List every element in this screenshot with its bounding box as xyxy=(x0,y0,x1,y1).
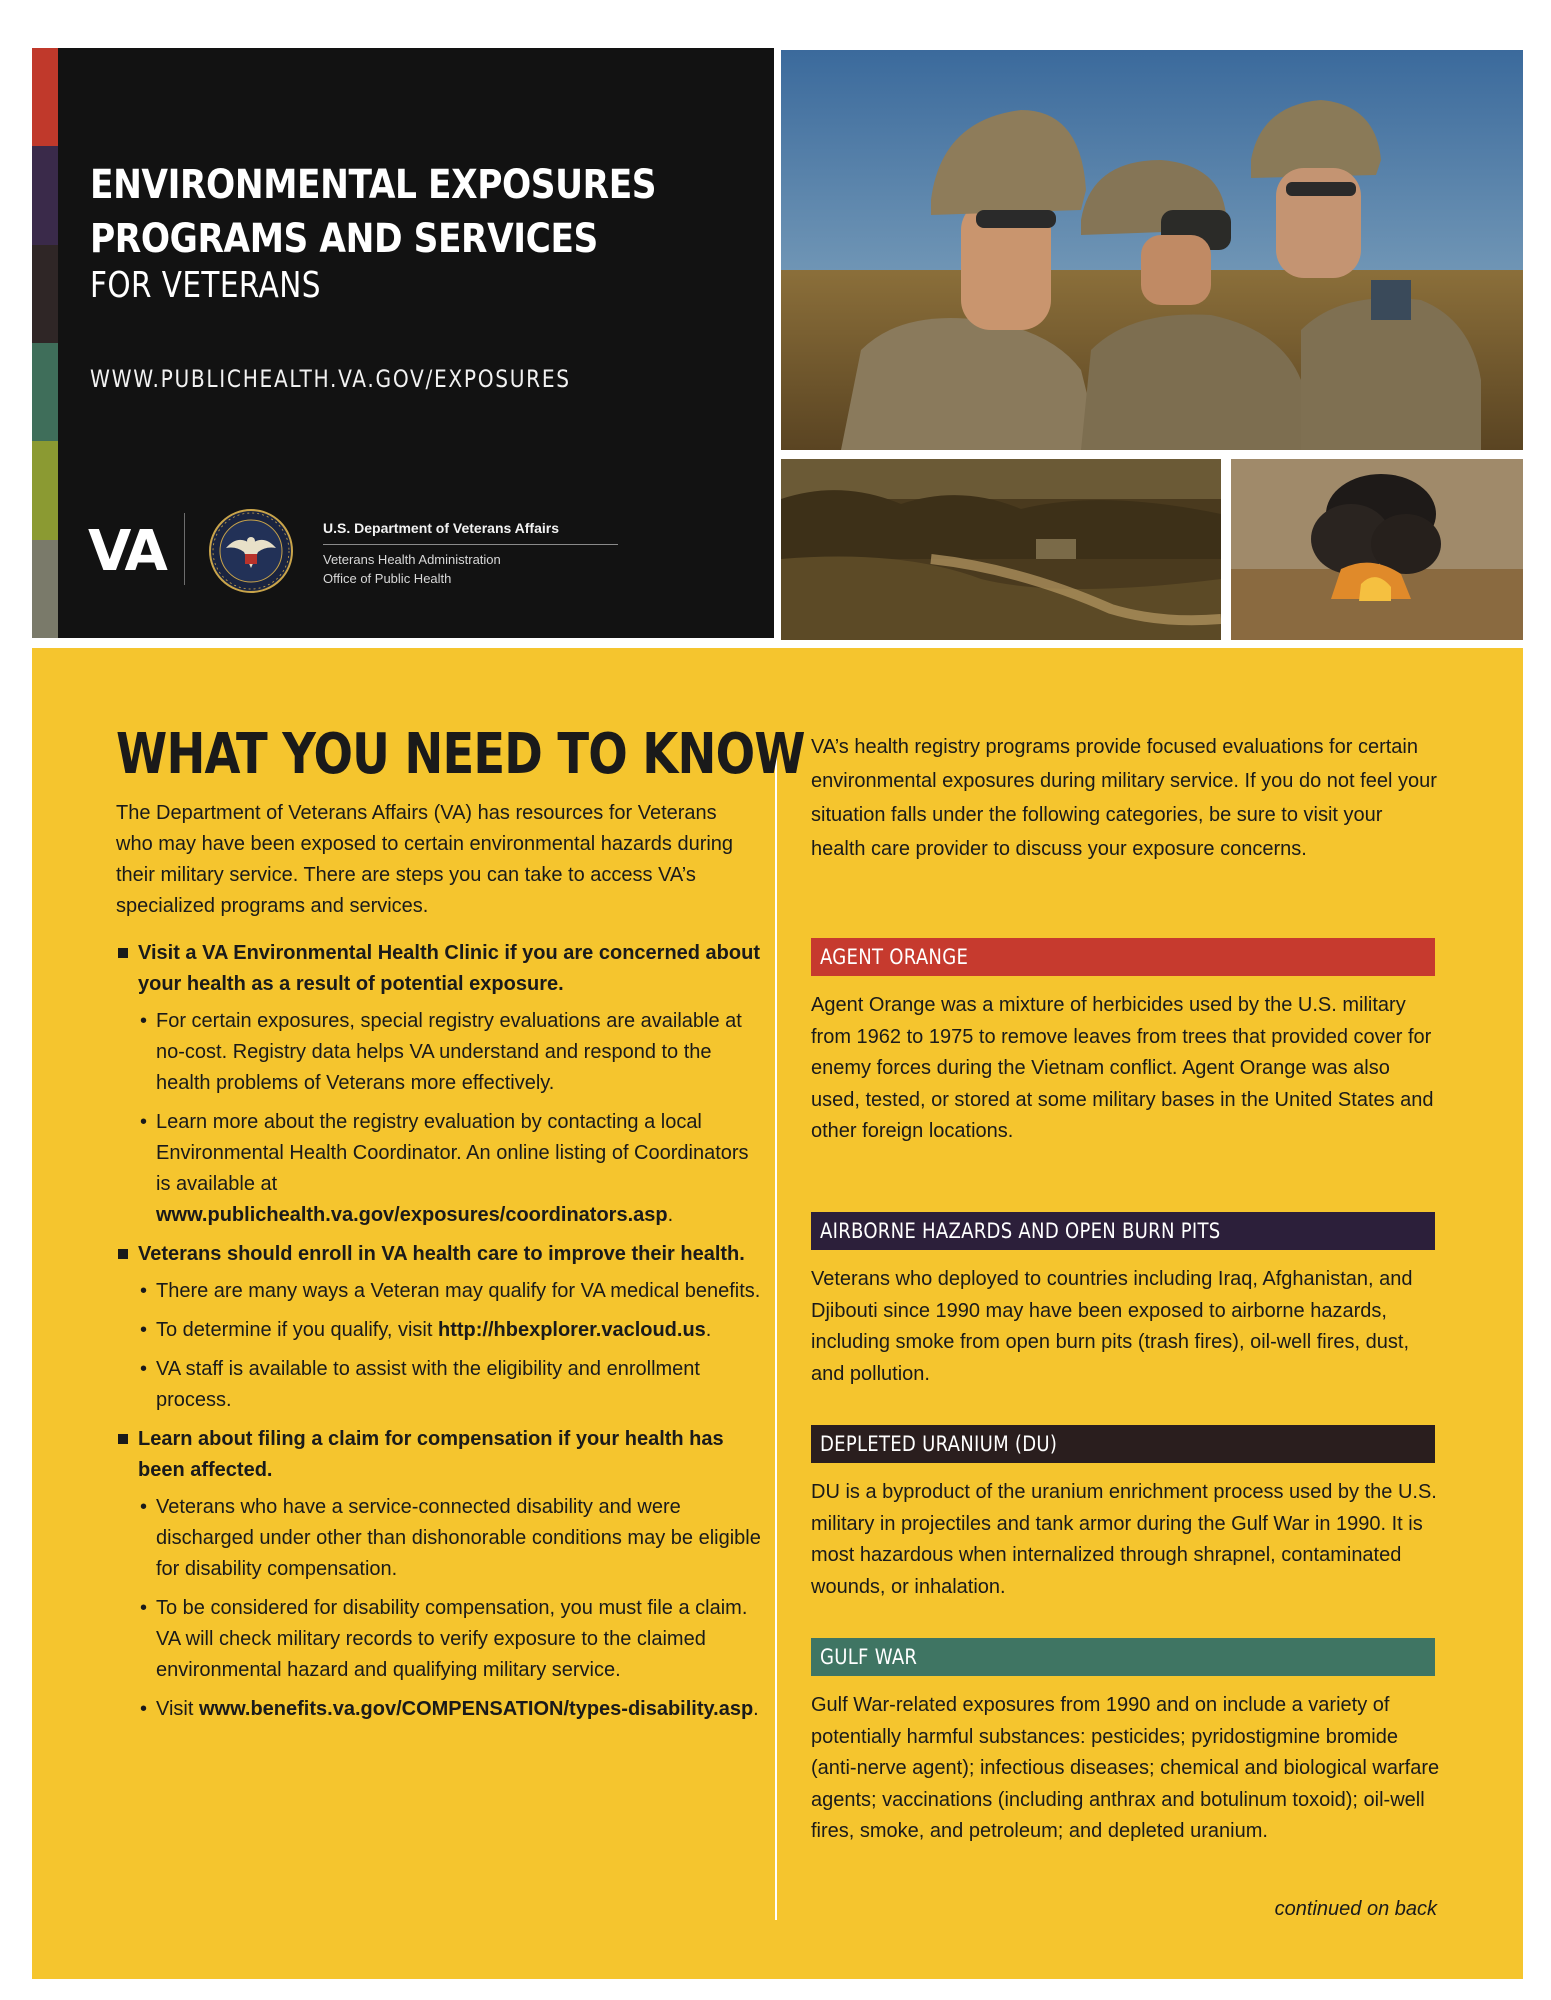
department-name: U.S. Department of Veterans Affairs xyxy=(323,520,559,536)
intro-paragraph: The Department of Veterans Affairs (VA) has resources for Veterans who may have been exposed to certain environmental hazards during their military service. There are steps you can take to access VA’s specialized programs and services. xyxy=(116,802,734,917)
page-subtitle: FOR VETERANS xyxy=(90,265,321,306)
section-title: GULF WAR xyxy=(820,1645,918,1669)
dot-bullet-icon: • xyxy=(140,1597,148,1619)
subitem-after: . xyxy=(753,1698,759,1720)
square-bullet-icon xyxy=(118,948,128,958)
section-text-gulf-war: Gulf War-related exposures from 1990 and on include a variety of potentially harmful substances: pesticides; pyridostigmine bromide (anti-nerve agent); infectious diseases; chemical and biological warfare agents; vaccinations (including anthrax and botulinum toxoid); oil-well fires, smoke, and petroleum; and depleted uranium. xyxy=(811,1694,1440,1842)
subitem-text: To be considered for disability compensation, you must file a claim. VA will check military records to verify exposure to the claimed environmental hazard and qualifying military service. xyxy=(156,1597,748,1681)
step-heading: Veterans should enroll in VA health care to improve their health. xyxy=(138,1243,745,1265)
subitem-text: VA staff is available to assist with the eligibility and enrollment process. xyxy=(156,1358,700,1411)
strip-brown xyxy=(32,245,58,343)
strip-gray xyxy=(32,540,58,638)
office-name: Office of Public Health xyxy=(323,571,452,586)
administration-name: Veterans Health Administration xyxy=(323,552,501,567)
square-bullet-icon xyxy=(118,1434,128,1444)
dot-bullet-icon: • xyxy=(140,1496,148,1518)
step-item xyxy=(116,1239,761,1416)
dot-bullet-icon: • xyxy=(140,1010,148,1032)
subitem-text: Learn more about the registry evaluation by contacting a local Environmental Health Coordinator. An online listing of Coordinators is available at xyxy=(156,1111,749,1195)
subitem xyxy=(138,1492,761,1585)
section-bar-burn-pits xyxy=(811,1212,1435,1250)
dot-bullet-icon: • xyxy=(140,1698,148,1720)
coordinators-link[interactable]: www.publichealth.va.gov/exposures/coordinators.asp xyxy=(156,1204,668,1226)
step-heading: Learn about filing a claim for compensation if your health has been affected. xyxy=(138,1428,724,1481)
strip-olive xyxy=(32,441,58,539)
step-subitems xyxy=(138,1492,761,1725)
va-logo: VA xyxy=(88,519,165,584)
steps-list xyxy=(116,938,761,1733)
step-item xyxy=(116,938,761,1231)
step-subitems xyxy=(138,1276,761,1416)
dot-bullet-icon: • xyxy=(140,1319,148,1341)
strip-red xyxy=(32,48,58,146)
subitem-after: . xyxy=(705,1319,712,1341)
color-strip xyxy=(32,48,58,638)
section-bar-depleted-uranium xyxy=(811,1425,1435,1463)
jungle-photo xyxy=(781,459,1221,640)
logo-divider xyxy=(184,513,185,585)
subitem xyxy=(138,1276,761,1307)
section-title: AIRBORNE HAZARDS AND OPEN BURN PITS xyxy=(820,1219,1221,1243)
header-url-link[interactable]: WWW.PUBLICHEALTH.VA.GOV/EXPOSURES xyxy=(90,365,571,393)
subitem-after: . xyxy=(667,1204,674,1226)
subitem xyxy=(138,1315,761,1346)
step-item xyxy=(116,1424,761,1725)
strip-purple xyxy=(32,146,58,244)
subitem xyxy=(138,1354,761,1416)
section-text-depleted-uranium: DU is a byproduct of the uranium enrichment process used by the U.S. military in projectiles and tank armor during the Gulf War in 1990. It is most hazardous when internalized through shrapnel, contaminated wounds, or inhalation. xyxy=(811,1481,1437,1598)
dot-bullet-icon: • xyxy=(140,1280,148,1302)
smoke-photo xyxy=(1231,459,1523,640)
registry-intro: VA’s health registry programs provide focused evaluations for certain environmental exposures during military service. If you do not feel your situation falls under the following categories, be sure to visit your health care provider to discuss your exposure concerns. xyxy=(811,736,1437,860)
va-seal-icon xyxy=(208,508,294,594)
subitem-text: Visit xyxy=(156,1698,199,1720)
department-rule xyxy=(323,544,618,545)
subitem-text: There are many ways a Veteran may qualify for VA medical benefits. xyxy=(156,1280,761,1302)
section-title: DEPLETED URANIUM (DU) xyxy=(820,1432,1058,1456)
soldiers-photo xyxy=(781,50,1523,450)
dot-bullet-icon: • xyxy=(140,1111,148,1133)
subitem-text: For certain exposures, special registry evaluations are available at no-cost. Registry data helps VA understand and respond to the health problems of Veterans more effectively. xyxy=(156,1010,742,1094)
step-heading: Visit a VA Environmental Health Clinic if you are concerned about your health as a result of potential exposure. xyxy=(138,942,760,995)
square-bullet-icon xyxy=(118,1249,128,1259)
subitem xyxy=(138,1694,761,1725)
subitem-text: To determine if you qualify, visit xyxy=(156,1319,438,1341)
subitem xyxy=(138,1107,761,1231)
subitem xyxy=(138,1006,761,1099)
subitem-text: Veterans who have a service-connected disability and were discharged under other than dishonorable conditions may be eligible for disability compensation. xyxy=(156,1496,761,1580)
section-text-burn-pits: Veterans who deployed to countries including Iraq, Afghanistan, and Djibouti since 1990 may have been exposed to airborne hazards, including smoke from open burn pits (trash fires), oil-well fires, dust, and pollution. xyxy=(811,1268,1413,1385)
title-line-2: PROGRAMS AND SERVICES xyxy=(90,216,598,262)
page-title xyxy=(90,158,656,266)
column-divider xyxy=(775,740,777,1920)
step-subitems xyxy=(138,1006,761,1231)
hbexplorer-link[interactable]: http://hbexplorer.vacloud.us xyxy=(437,1319,706,1341)
section-bar-agent-orange xyxy=(811,938,1435,976)
subitem xyxy=(138,1593,761,1686)
section-bar-gulf-war xyxy=(811,1638,1435,1676)
dot-bullet-icon: • xyxy=(140,1358,148,1380)
strip-green xyxy=(32,343,58,441)
title-line-1: ENVIRONMENTAL EXPOSURES xyxy=(90,162,657,208)
section-text-agent-orange: Agent Orange was a mixture of herbicides used by the U.S. military from 1962 to 1975 to remove leaves from trees that provided cover for enemy forces during the Vietnam conflict. Agent Orange was also used, tested, or stored at some military bases in the United States and other foreign locations. xyxy=(811,994,1434,1142)
compensation-link[interactable]: www.benefits.va.gov/COMPENSATION/types-disability.asp xyxy=(198,1698,754,1720)
section-heading: WHAT YOU NEED TO KNOW xyxy=(116,722,805,787)
section-title: AGENT ORANGE xyxy=(820,945,969,969)
continued-note: continued on back xyxy=(1274,1898,1437,1920)
